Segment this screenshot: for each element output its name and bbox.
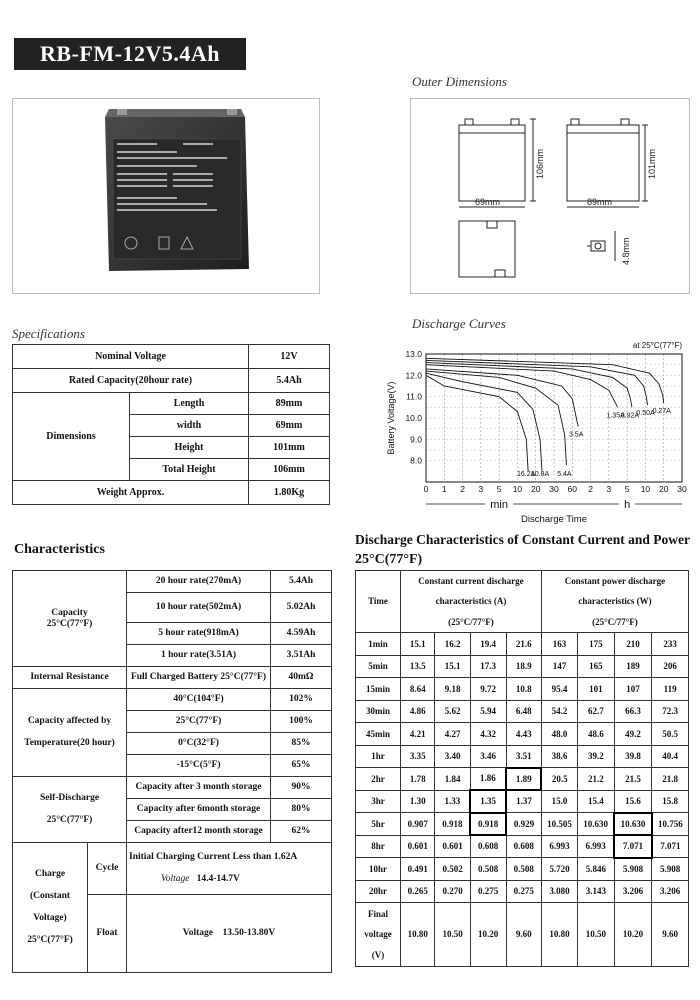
value-cell: 0.270 <box>435 880 470 903</box>
nominal-voltage-label: Nominal Voltage <box>13 345 249 369</box>
value-cell: 10.756 <box>652 813 689 836</box>
final-voltage-cell: 10.80 <box>401 903 435 967</box>
value-cell: 62.7 <box>578 700 615 723</box>
table-row <box>356 700 689 723</box>
time-cell: 20hr <box>356 880 401 903</box>
capacity-value: 5.4Ah <box>271 571 332 593</box>
table-row <box>356 723 689 746</box>
height-total-label: 106mm <box>535 148 545 179</box>
value-cell: 7.071 <box>652 835 689 858</box>
value-cell: 163 <box>541 633 577 656</box>
dimensions-drawing <box>411 99 689 293</box>
capacity-value: 3.51Ah <box>271 645 332 667</box>
time-cell: 5min <box>356 655 401 678</box>
value-cell: 10.505 <box>541 813 577 836</box>
self-discharge-value: 62% <box>271 821 332 843</box>
value-cell: 9.18 <box>435 678 470 701</box>
value-cell: 1.30 <box>401 790 435 813</box>
rated-capacity-value: 5.4Ah <box>249 369 330 393</box>
characteristics-heading: Characteristics <box>14 542 105 557</box>
value-cell: 4.32 <box>470 723 506 746</box>
rated-capacity-label: Rated Capacity(20hour rate) <box>13 369 249 393</box>
final-voltage-cell: 10.50 <box>578 903 615 967</box>
time-cell: 2hr <box>356 768 401 791</box>
value-cell: 7.071 <box>614 835 651 858</box>
value-cell: 39.2 <box>578 745 615 768</box>
y-tick-label: 11.0 <box>406 391 422 402</box>
value-cell: 13.5 <box>401 655 435 678</box>
value-cell: 50.5 <box>652 723 689 746</box>
capacity-label: Capacity 25°C(77°F) <box>13 571 127 667</box>
specifications-table <box>12 344 330 505</box>
discharge-heading: Discharge Characteristics of Constant Current and Power <box>355 532 690 547</box>
x-tick-label: 20 <box>658 484 669 494</box>
value-cell: 0.275 <box>506 880 541 903</box>
table-row <box>356 745 689 768</box>
table-row <box>356 880 689 903</box>
series-label: 5.4A <box>557 471 572 478</box>
x-unit-min: min <box>490 499 509 511</box>
value-cell: 48.6 <box>578 723 615 746</box>
value-cell: 72.3 <box>652 700 689 723</box>
series-label: 1.35A <box>606 412 625 420</box>
capacity-condition: 10 hour rate(502mA) <box>127 593 271 623</box>
value-cell: 10.8 <box>506 678 541 701</box>
value-cell: 1.86 <box>470 768 506 791</box>
final-voltage-label: Final voltage (V) <box>356 903 401 967</box>
series-label: 0.92A <box>620 412 640 420</box>
value-cell: 147 <box>541 655 577 678</box>
x-tick-label: 0 <box>423 484 429 494</box>
value-cell: 101 <box>578 678 615 701</box>
weight-label: Weight Approx. <box>13 481 249 505</box>
value-cell: 38.6 <box>541 745 577 768</box>
final-voltage-cell: 10.20 <box>614 903 651 967</box>
table-row <box>356 768 689 791</box>
value-cell: 3.143 <box>578 880 615 903</box>
value-cell: 1.35 <box>470 790 506 813</box>
value-cell: 5.846 <box>578 858 615 881</box>
value-cell: 0.918 <box>435 813 470 836</box>
value-cell: 5.908 <box>614 858 651 881</box>
cycle-description: Initial Charging Current Less than 1.62A Voltage 14.4-14.7V <box>127 843 332 895</box>
table-row <box>356 655 689 678</box>
temperature-value: 65% <box>271 755 332 777</box>
x-tick-label: 10 <box>512 484 523 494</box>
capacity-condition: 20 hour rate(270mA) <box>127 571 271 593</box>
self-discharge-condition: Capacity after12 month storage <box>127 821 271 843</box>
temperature-condition: -15°C(5°F) <box>127 755 271 777</box>
value-cell: 0.918 <box>470 813 506 836</box>
total-height-spec-value: 106mm <box>249 459 330 481</box>
value-cell: 1.84 <box>435 768 470 791</box>
x-tick-label: 1 <box>441 484 447 494</box>
x-unit-h: h <box>624 499 631 511</box>
value-cell: 5.94 <box>470 700 506 723</box>
value-cell: 95.4 <box>541 678 577 701</box>
self-discharge-label: Self-Discharge 25°C(77°F) <box>13 777 127 843</box>
final-voltage-cell: 10.80 <box>541 903 577 967</box>
value-cell: 15.1 <box>401 633 435 656</box>
value-cell: 3.080 <box>541 880 577 903</box>
value-cell: 10.630 <box>614 813 651 836</box>
outer-dimensions-frame <box>410 98 690 294</box>
table-row <box>356 858 689 881</box>
value-cell: 9.72 <box>470 678 506 701</box>
value-cell: 4.86 <box>401 700 435 723</box>
value-cell: 189 <box>614 655 651 678</box>
x-tick-label: 2 <box>588 484 593 494</box>
x-tick-label: 3 <box>606 484 612 494</box>
series-label: 10.8A <box>530 471 550 478</box>
temperature-condition: 0°C(32°F) <box>127 733 271 755</box>
time-cell: 5hr <box>356 813 401 836</box>
time-cell: 1min <box>356 633 401 656</box>
x-tick-label: 30 <box>549 484 559 494</box>
value-cell: 3.35 <box>401 745 435 768</box>
value-cell: 40.4 <box>652 745 689 768</box>
value-cell: 1.37 <box>506 790 541 813</box>
value-cell: 175 <box>578 633 615 656</box>
cp-header: Constant power discharge characteristics (W) (25°C/77°F) <box>541 571 688 633</box>
value-cell: 3.206 <box>652 880 689 903</box>
x-tick-label: 5 <box>624 484 630 494</box>
width-spec-value: 69mm <box>249 415 330 437</box>
value-cell: 5.720 <box>541 858 577 881</box>
series-line-10.8A <box>426 373 542 471</box>
temperature-value: 100% <box>271 711 332 733</box>
float-label: Float <box>88 895 127 973</box>
value-cell: 0.508 <box>470 858 506 881</box>
x-tick-label: 10 <box>640 484 651 494</box>
time-cell: 10hr <box>356 858 401 881</box>
time-header: Time <box>356 571 401 633</box>
value-cell: 15.8 <box>652 790 689 813</box>
y-tick-label: 13.0 <box>405 349 422 359</box>
width-spec-label: width <box>130 415 249 437</box>
value-cell: 206 <box>652 655 689 678</box>
specifications-label: Specifications <box>12 326 85 341</box>
series-label: 16.2A <box>516 471 536 478</box>
dimensions-label: Dimensions <box>13 393 130 481</box>
value-cell: 119 <box>652 678 689 701</box>
final-voltage-cell: 10.20 <box>470 903 506 967</box>
float-description: Voltage 13.50-13.80V <box>127 895 332 973</box>
value-cell: 0.929 <box>506 813 541 836</box>
y-tick-label: 8.0 <box>410 455 422 466</box>
table-row <box>356 678 689 701</box>
value-cell: 0.491 <box>401 858 435 881</box>
value-cell: 5.62 <box>435 700 470 723</box>
x-axis-label: Discharge Time <box>521 514 587 525</box>
value-cell: 1.33 <box>435 790 470 813</box>
total-height-spec-label: Total Height <box>130 459 249 481</box>
y-axis-label: Battery Voltage(V) <box>386 381 396 455</box>
series-line-16.2A <box>426 375 528 471</box>
table-row <box>356 835 689 858</box>
x-tick-label: 30 <box>677 484 687 494</box>
width-label: 69mm <box>475 197 501 207</box>
cycle-label: Cycle <box>88 843 127 895</box>
series-label: 0.50A <box>636 410 655 418</box>
value-cell: 6.48 <box>506 700 541 723</box>
value-cell: 0.608 <box>470 835 506 858</box>
value-cell: 0.601 <box>435 835 470 858</box>
value-cell: 0.907 <box>401 813 435 836</box>
nominal-voltage-value: 12V <box>249 345 330 369</box>
value-cell: 39.8 <box>614 745 651 768</box>
value-cell: 165 <box>578 655 615 678</box>
cc-header: Constant current discharge characteristics (A) (25°C/77°F) <box>401 571 542 633</box>
table-row <box>356 813 689 836</box>
final-voltage-cell: 9.60 <box>652 903 689 967</box>
x-tick-label: 60 <box>567 484 578 494</box>
value-cell: 4.21 <box>401 723 435 746</box>
value-cell: 10.630 <box>578 813 615 836</box>
internal-resistance-value: 40mΩ <box>271 667 332 689</box>
value-cell: 18.9 <box>506 655 541 678</box>
value-cell: 3.46 <box>470 745 506 768</box>
value-cell: 17.3 <box>470 655 506 678</box>
value-cell: 66.3 <box>614 700 651 723</box>
time-cell: 45min <box>356 723 401 746</box>
value-cell: 6.993 <box>541 835 577 858</box>
value-cell: 107 <box>614 678 651 701</box>
value-cell: 4.27 <box>435 723 470 746</box>
value-cell: 0.508 <box>506 858 541 881</box>
outer-dimensions-label: Outer Dimensions <box>412 74 507 89</box>
final-voltage-cell: 10.50 <box>435 903 470 967</box>
characteristics-table <box>12 570 332 973</box>
page-title: RB-FM-12V5.4Ah <box>14 38 246 70</box>
capacity-condition: 1 hour rate(3.51A) <box>127 645 271 667</box>
height-spec-label: Height <box>130 437 249 459</box>
length-spec-value: 89mm <box>249 393 330 415</box>
time-cell: 30min <box>356 700 401 723</box>
series-label: 3.5A <box>568 431 584 439</box>
charge-label: Charge (Constant Voltage) 25°C(77°F) <box>13 843 88 973</box>
battery-photo-frame <box>12 98 320 294</box>
value-cell: 3.51 <box>506 745 541 768</box>
value-cell: 5.908 <box>652 858 689 881</box>
weight-value: 1.80Kg <box>249 481 330 505</box>
value-cell: 49.2 <box>614 723 651 746</box>
height-body-label: 101mm <box>647 148 657 179</box>
value-cell: 8.64 <box>401 678 435 701</box>
y-tick-label: 10.0 <box>405 413 422 423</box>
value-cell: 0.275 <box>470 880 506 903</box>
x-tick-label: 20 <box>530 484 541 494</box>
time-cell: 1hr <box>356 745 401 768</box>
value-cell: 15.4 <box>578 790 615 813</box>
y-tick-label: 12.0 <box>405 370 422 381</box>
value-cell: 54.2 <box>541 700 577 723</box>
self-discharge-value: 80% <box>271 799 332 821</box>
capacity-value: 4.59Ah <box>271 623 332 645</box>
value-cell: 4.43 <box>506 723 541 746</box>
x-tick-label: 2 <box>460 484 465 494</box>
value-cell: 0.601 <box>401 835 435 858</box>
temperature-label: Capacity affected by Temperature(20 hour) <box>13 689 127 777</box>
capacity-condition: 5 hour rate(918mA) <box>127 623 271 645</box>
time-cell: 15min <box>356 678 401 701</box>
time-cell: 3hr <box>356 790 401 813</box>
discharge-temp: 25°C(77°F) <box>355 552 423 567</box>
value-cell: 21.2 <box>578 768 615 791</box>
value-cell: 6.993 <box>578 835 615 858</box>
self-discharge-condition: Capacity after 6month storage <box>127 799 271 821</box>
value-cell: 1.78 <box>401 768 435 791</box>
value-cell: 19.4 <box>470 633 506 656</box>
value-cell: 21.5 <box>614 768 651 791</box>
table-row <box>356 790 689 813</box>
time-cell: 8hr <box>356 835 401 858</box>
temperature-condition: 25°C(77°F) <box>127 711 271 733</box>
value-cell: 48.0 <box>541 723 577 746</box>
value-cell: 3.40 <box>435 745 470 768</box>
temperature-condition: 40°C(104°F) <box>127 689 271 711</box>
value-cell: 0.265 <box>401 880 435 903</box>
table-row <box>356 633 689 656</box>
value-cell: 0.502 <box>435 858 470 881</box>
final-voltage-cell: 9.60 <box>506 903 541 967</box>
value-cell: 20.5 <box>541 768 577 791</box>
terminal-label: 4.8mm <box>621 237 631 265</box>
series-label: 0.27A <box>652 408 671 416</box>
discharge-table <box>355 570 689 967</box>
temperature-value: 102% <box>271 689 332 711</box>
self-discharge-value: 90% <box>271 777 332 799</box>
self-discharge-condition: Capacity after 3 month storage <box>127 777 271 799</box>
length-spec-label: Length <box>130 393 249 415</box>
length-label: 89mm <box>587 197 613 207</box>
value-cell: 233 <box>652 633 689 656</box>
value-cell: 210 <box>614 633 651 656</box>
height-spec-value: 101mm <box>249 437 330 459</box>
value-cell: 0.608 <box>506 835 541 858</box>
value-cell: 15.6 <box>614 790 651 813</box>
value-cell: 16.2 <box>435 633 470 656</box>
value-cell: 21.8 <box>652 768 689 791</box>
capacity-value: 5.02Ah <box>271 593 332 623</box>
discharge-curves-label: Discharge Curves <box>412 316 506 331</box>
x-tick-label: 3 <box>478 484 484 494</box>
y-tick-label: 9.0 <box>410 434 422 445</box>
x-tick-label: 5 <box>496 484 502 494</box>
temp-note: at 25°C(77°F) <box>632 341 682 350</box>
value-cell: 15.0 <box>541 790 577 813</box>
value-cell: 21.6 <box>506 633 541 656</box>
internal-resistance-label: Internal Resistance <box>13 667 127 689</box>
internal-resistance-condition: Full Charged Battery 25°C(77°F) <box>127 667 271 689</box>
temperature-value: 85% <box>271 733 332 755</box>
discharge-curves-chart <box>380 332 690 528</box>
value-cell: 15.1 <box>435 655 470 678</box>
battery-photo <box>13 99 319 293</box>
value-cell: 1.89 <box>506 768 541 791</box>
value-cell: 3.206 <box>614 880 651 903</box>
